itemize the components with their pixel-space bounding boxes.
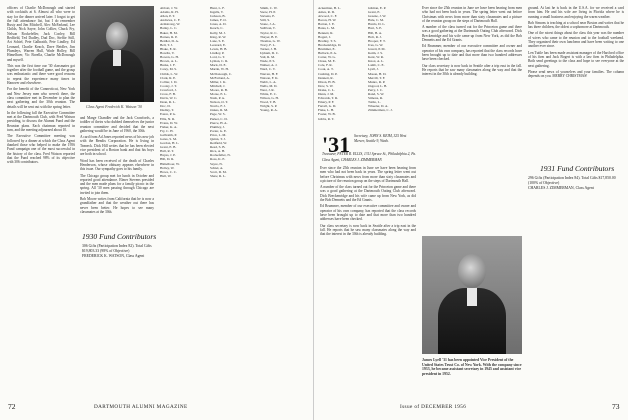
contributor-name: Bailey, L. C.: [160, 26, 178, 31]
contributor-name: Porter, G. E.: [210, 128, 227, 133]
contributor-name: Merrill, T. F.: [368, 75, 386, 80]
contributor-name: Armstrong, W.: [160, 22, 181, 27]
fund-agent: CHARLES J. ZIMMERMAN, Class Agent: [528, 186, 594, 190]
paragraph: Please send news of yourselves and your families. The column depends on you. MERRY CHRISTMAS!: [528, 69, 624, 79]
contributor-name: Watson, F. K.: [260, 75, 279, 80]
contributor-name: Still, S.: [260, 18, 271, 23]
contributor-name: Allen, P. T.: [160, 14, 176, 19]
contributor-name: Wood, T. B.: [260, 100, 277, 105]
contributor-name: Lamb, C. E.: [368, 63, 385, 68]
contributor-name: Munro, R. P.: [368, 79, 386, 84]
paragraph: A number of the class turned out for the Princeton game and there was a good gathering at the Dartmouth Outing Club afterward. Dick Breckenridge and his wife came up from New York, as did the Bob Dennetts and the Ed Grants.: [320, 185, 416, 203]
contributor-name: Fry, C. H.: [160, 128, 174, 133]
class-agent: Class Agent, CHARLES J. ZIMMERMAN: [322, 158, 382, 162]
contributor-name: Keim, J. S.: [368, 51, 383, 56]
photo-caption: Class Agent Frederick K. Watson '30: [86, 105, 142, 109]
contributor-name: Ives, G. W.: [368, 42, 384, 47]
contributor-list: [368, 6, 416, 128]
fund-subtitle: 306 Gifts (Participation Index 82). Total Gifts $19,803.33 (98% of Objective): [82, 244, 152, 253]
contributor-name: Young, R. A.: [260, 108, 278, 113]
contributor-name: Rice, A. H.: [210, 149, 226, 154]
contributor-name: Burke, J. F.: [160, 63, 176, 68]
contributor-name: Nelson, O. T.: [210, 100, 229, 105]
contributor-name: Kelly, M. J.: [210, 30, 226, 35]
page-number: 72: [8, 402, 16, 411]
contributor-name: Lord, G. T.: [210, 55, 226, 60]
lyell-photo: [422, 236, 522, 354]
contributor-name: Wheeler, D. A.: [368, 104, 389, 109]
paragraph: Our class secretary is now back in Seattle after a trip east in the fall. He reports that he saw many classmates along the way and that the interest in the 30th is already building.: [320, 223, 416, 237]
contributor-name: Cooley, J. T.: [160, 83, 177, 88]
contributor-name: Knox, A. L.: [368, 59, 385, 64]
contributor-list: [578, 196, 626, 398]
contributor-list: [160, 6, 208, 398]
contributor-name: Simons, R.: [368, 96, 383, 101]
contributor-name: Bates, L. M.: [318, 26, 335, 31]
contributor-name: Zimmerman, C. J.: [368, 108, 393, 113]
contributor-name: Galbraith, P.: [160, 132, 177, 137]
contributor-name: Turner, J. H.: [260, 46, 277, 51]
contributor-name: Reed, S. B.: [210, 145, 226, 150]
contributor-name: Dean, R. L.: [160, 100, 176, 105]
paragraph: officers of Charlie McDonough and started with cocktails at 6. Almost all who were to stay for the dinner arrived later. I forgot to get the full attendance list, but I do remember Rusty and Jim Mitchell, Alec McFarland, Lee Childs, Nick Sayre, John Collier, Chuck Fry, Nelson Rockefeller, Jack Cooley, Bill Redfield, Ted Dudley, Dud Doc, Steffie Still, Art Schiel, Pete Galbraith, Pete Lindley, Ed Leonard, Charlie Keach, Dave Beidler, Jim Plumleys, Warren Hull, Wade Holley, Bill Himelboer, Vic Borella, Charlie McDonough and myself.: [7, 6, 75, 62]
contributor-name: Clark, R. E.: [160, 75, 177, 80]
fund-subtitle: 296 Gifts (Participation Index 84). Total Gifts $17,850.00 (100% of Objective): [528, 176, 616, 185]
contributor-name: Dennett, R.: [318, 75, 334, 80]
contributor-name: Lyell, J.: [368, 67, 379, 72]
contributor-name: Nash, P. A.: [210, 96, 225, 101]
paragraph: Bob Moore writes from California that he is now a grandfather and that the weather out there has never been better. He hopes to see many classmates at the 30th.: [80, 197, 154, 214]
contributor-name: Cook, A. T.: [318, 67, 334, 72]
contributor-name: Crawford, J.: [160, 87, 177, 92]
contributor-list: [528, 196, 576, 398]
contributor-name: Wilson, G. H.: [260, 96, 279, 101]
contributor-name: Jones, A. D.: [210, 22, 227, 27]
contributor-name: Bullock, P. A.: [318, 51, 337, 56]
contributor-name: Bell, T. J.: [160, 42, 173, 47]
contributor-name: Redfield, W.: [210, 141, 228, 146]
contributor-name: Osgood, L. B.: [368, 83, 388, 88]
contributor-name: Parker, C. D.: [210, 116, 228, 121]
contributor-name: Norris, F. J.: [210, 104, 226, 109]
contributor-name: Dow, S. W.: [318, 83, 334, 88]
contributor-name: Ackerman, B. L.: [318, 6, 341, 10]
contributor-name: Tracy, F. L.: [260, 42, 276, 47]
contributor-name: Fisher, K. A.: [160, 124, 178, 129]
paragraph: Word has been received of the death of Charles Henderson, whose obituary appears elsewhere in this issue. Our sympathy goes to his family.: [80, 158, 154, 172]
right-page: [314, 0, 628, 420]
contributor-name: Lyman, C. R.: [210, 59, 229, 64]
contributor-name: Edwards, T. R.: [318, 96, 339, 101]
class-year: '31: [322, 132, 351, 157]
contributor-name: Grant, E.: [368, 10, 381, 15]
contributor-name: Borella, V.: [160, 51, 175, 56]
right-column-2: [422, 6, 522, 232]
class-treasurer: Treasurer, PETER R. ELLIS, 1311 Spruce St., Philadelphia 2, Pa.: [322, 152, 417, 156]
contributor-name: Wells, M. D.: [260, 83, 278, 88]
contributor-name: Hale, C. M.: [368, 18, 384, 23]
contributor-name: Bennett, R.: [318, 30, 334, 35]
contributor-name: Cole, F. R.: [318, 63, 333, 68]
contributor-name: Hill, B. A.: [368, 30, 383, 35]
contributor-name: Moore, R. B.: [210, 87, 228, 92]
contributor-name: Hart, S. E.: [368, 26, 383, 31]
contributor-name: Baker, H. M.: [160, 30, 178, 35]
contributor-name: Howe, C. C.: [160, 169, 177, 174]
contributor-name: Evans, D. W.: [160, 120, 178, 125]
contributor-name: Holley, W.: [160, 165, 175, 170]
contributor-name: Upham, D. C.: [260, 51, 279, 56]
contributor-name: Shaw, R. L.: [210, 173, 226, 178]
contributor-list: [210, 6, 258, 398]
paragraph: Our class secretary is now back in Seattle after a trip east in the fall. He reports that he saw many classmates along the way and that the interest in the 30th is already building.: [422, 63, 522, 77]
contributor-name: Hill, D. R.: [160, 157, 175, 162]
contributor-name: James, F. O.: [210, 18, 227, 23]
contributor-name: Jackson, B.: [210, 14, 226, 19]
contributor-name: Eaton, P. G.: [160, 112, 177, 117]
fund-title: 1930 Fund Contributors: [82, 232, 157, 241]
contributor-name: Collier, J. D.: [160, 79, 178, 84]
paragraph: Ed Brummer, member of our executive committee and owner and operator of his own company, has reported that the class records have been brought up to date and that more than two hundred addresses have been checked.: [320, 204, 416, 222]
contributor-list: [260, 6, 308, 398]
contributor-name: Plumley, J.: [210, 124, 225, 129]
contributor-name: Davis, W. C.: [160, 96, 178, 101]
contributor-list: [82, 266, 156, 398]
contributor-name: Mason, H. D.: [368, 71, 387, 76]
contributor-name: Gilman, E. P.: [368, 6, 386, 10]
paragraph: In the following fall the Executive Committee met at the Dartmouth Club, with Fred Watson presiding, to discuss the Alumni Fund and the Reunion plans. Each chairman reported in turn, and the meeting adjourned about 10.: [7, 110, 75, 133]
contributor-name: Barton, J. E.: [318, 22, 335, 27]
contributor-name: Himelboer, W.: [160, 161, 180, 166]
contributor-name: Schiel, A.: [210, 165, 224, 170]
contributor-name: Grant, E. B.: [160, 145, 177, 150]
contributor-name: Mitchell, J.: [210, 83, 226, 88]
paragraph: Len Tuttle has been made assistant manager of the Hartford office of his firm and Jack Bogert is with a law firm in Philadelphia. Both send greetings to the class and hope to see everyone at the next gathering.: [528, 50, 624, 68]
contributor-name: Hull, W.: [160, 173, 172, 178]
contributor-name: Walker, A. J.: [260, 63, 278, 68]
paragraph: One of the nicest things about the class this year was the number of wives who came to the reunion and to the football weekend. They organized their own luncheon and have been writing to one another ever since.: [528, 31, 624, 49]
contributor-name: Carey, M. S.: [160, 67, 178, 72]
left-column-1: [7, 6, 75, 398]
contributor-name: Lewis, H. B.: [210, 46, 228, 51]
contributor-name: Andrews, C. F.: [160, 18, 181, 23]
contributor-name: Adams, R. H.: [160, 10, 179, 15]
contributor-name: Pierce, H. A.: [210, 120, 228, 125]
contributor-name: Keach, C.: [210, 26, 224, 31]
contributor-name: Smith, C. W.: [260, 6, 278, 10]
contributor-name: Drake, C. L.: [318, 87, 335, 92]
contributor-name: Greene, J. W.: [368, 14, 387, 19]
contributor-name: Brummer, E.: [318, 46, 336, 51]
contributor-name: Kent, W. R.: [368, 55, 384, 60]
contributor-name: Emery, P. F.: [318, 100, 335, 105]
paragraph: A number of the class turned out for the Princeton game and there was a good gathering at the Dartmouth Outing Club afterward. Dick Breckenridge and his wife came up from New York, as did the Bob Dennetts and the Ed Grants.: [422, 25, 522, 43]
contributor-name: Fiske, L. H.: [318, 108, 335, 113]
contributor-name: Foster, W. B.: [318, 112, 336, 117]
contributor-name: Ellis, N. R.: [160, 116, 176, 121]
contributor-name: Chase, M. E.: [318, 59, 336, 64]
contributor-name: Cushing, D. P.: [318, 71, 338, 76]
contributor-name: Oakes, R. M.: [210, 108, 228, 113]
contributor-name: Bacon, H. W.: [318, 18, 337, 23]
contributor-name: Ross, K. E.: [210, 157, 226, 162]
contributor-name: Tuttle, L.: [368, 100, 381, 105]
contributor-name: Beidler, D. A.: [160, 38, 179, 43]
contributor-name: Leonard, E.: [210, 42, 226, 47]
contributor-name: Rockefeller, N.: [210, 153, 231, 158]
contributor-name: Harris, D. L.: [368, 22, 386, 27]
contributor-name: Stone, J. A.: [260, 22, 276, 27]
contributor-name: Lindley, P.: [210, 51, 225, 56]
contributor-name: Lane, S. E.: [210, 38, 225, 43]
paragraph: The Chicago group met for lunch in October and reported good attendance. Elmer Stevens presided and the men made plans for a family picnic in the spring. All '30 men passing through Chicago are invited to join them.: [80, 173, 154, 195]
photo-caption: James Lyell '31 has been appointed Vice President of the United States Trust Co. of New York. With the company since 1933, he became assistant secretary in 1945 and assistant vice president in 1952.: [422, 358, 522, 376]
contributor-name: Hunt, L. F.: [210, 6, 225, 10]
contributor-name: Breckenridge, D.: [318, 42, 342, 47]
contributor-name: Thayer, B. E.: [260, 34, 279, 39]
contributor-name: Wade, P. S.: [260, 59, 276, 64]
contributor-name: Hall, R. T.: [160, 149, 175, 154]
contributor-name: Thomas, G. W.: [260, 38, 281, 43]
contributor-name: Ingalls, T.: [210, 10, 224, 15]
contributor-name: Sullivan, T.: [260, 26, 276, 31]
paragraph: ground. At last he is back in the U.S.A. for we received a card from him. He and his wife are living in Florida where he is running a small business and enjoying the warm weather.: [528, 6, 624, 19]
contributor-name: Cross, F. B.: [160, 91, 176, 96]
contributor-name: Bogert, J.: [318, 34, 332, 39]
contributor-name: McDonough, C.: [210, 71, 232, 76]
contributor-name: Gibbs, R. T.: [318, 116, 335, 121]
contributor-name: West, J. R.: [260, 87, 275, 92]
contributor-name: Warren, H. F.: [260, 71, 279, 76]
contributor-name: Scott, D. M.: [210, 169, 227, 174]
paragraph: For the benefit of the Connecticut, New York and New Jersey men who weren't there, the class committee met in December to plan the next gathering and the 30th reunion. The details will be sent out with the spring letter.: [7, 87, 75, 109]
contributor-name: Barnes, R. P.: [160, 34, 178, 39]
contributor-name: Sayre, N.: [210, 161, 223, 166]
contributor-name: Atwood, C. F.: [318, 14, 338, 19]
contributor-name: Dunn, J. M.: [318, 91, 335, 96]
contributor-name: Gordon, H. L.: [160, 141, 180, 146]
contributor-name: Mack, D. E.: [210, 63, 227, 68]
contributor-name: Page, W. S.: [210, 112, 226, 117]
paragraph: Ed Brummer, member of our executive committee and owner and operator of his own company, has reported that the class records have been brought up to date and that more than two hundred addresses have been checked.: [422, 44, 522, 62]
contributor-name: Martin, W. H.: [210, 67, 229, 72]
contributor-name: Hayes, J. P.: [160, 153, 176, 158]
paragraph: Bob Simons is teaching at a school near Boston and writes that he has three children, the oldest a sophomore at Dartmouth.: [528, 20, 624, 30]
page-number: 73: [612, 402, 620, 411]
contributor-name: Farrell, G. D.: [318, 104, 337, 109]
contributor-name: Quinn, T. J.: [210, 137, 226, 141]
contributor-name: Brown, A. L.: [160, 59, 178, 64]
paragraph: The Executive Committee meeting was followed by a dinner at which the Class Agent thanked those who helped to make the 1956 Fund campaign one of the most successful in the history of the class. Fred Watson reported that the Fund reached 98% of its objective with 306 contributors.: [7, 134, 75, 165]
class-secretary: Secretary, JOHN S. KEIM, 325 West Mercer, Seattle 9, Wash.: [354, 134, 407, 143]
right-column-1: [320, 166, 416, 398]
contributor-name: Carter, W. G.: [318, 55, 336, 60]
contributor-name: Childs, L. W.: [160, 71, 178, 76]
contributor-name: Ames, R. D.: [318, 10, 335, 15]
contributor-name: Blake, E. R.: [160, 46, 177, 51]
contributor-name: Wright, S. P.: [260, 104, 278, 109]
contributor-name: Snow, H. P.: [260, 10, 276, 15]
contributor-name: McFarland, A.: [210, 75, 230, 80]
paragraph: This was the first time our '30 classmates got together after the football game, and the group was enthusiastic and there were good reasons to repeat the experience many times in Hanover and elsewhere.: [7, 63, 75, 86]
contributor-name: Bowen, G. H.: [160, 55, 179, 60]
contributor-name: Price, L. M.: [210, 132, 227, 137]
contributor-name: Ward, C. T.: [260, 67, 276, 72]
contributor-name: Gates, S. M.: [160, 137, 177, 141]
contributor-list: [318, 6, 366, 128]
paragraph: A card from Ad Jones reported news of his new job with the Bendix Corporation. He is living in Teaneck. Dick Hill writes that he has been elected vice president of a Boston bank and that his boys are both in school.: [80, 135, 154, 157]
contributor-name: King, R. W.: [210, 34, 227, 39]
paragraph: and Marge Chandler and the Jack Crawfords, a toddler of theirs who dubbed themselves the junior reunion committee and decided that the next gathering would be in June of 1960, the 30th.: [80, 116, 154, 133]
page-footer: Issue of DECEMBER 1956: [400, 404, 467, 410]
class-agent-photo: [80, 6, 154, 102]
paragraph: Ever since the 25th reunion in June we have been hearing from men who had not been back in years. The spring letter went out before Christmas with news from more than sixty classmates and a picture of the reunion group on the steps of Dartmouth Hall.: [320, 166, 416, 183]
contributor-name: Webb, L. A.: [260, 79, 277, 84]
contributor-name: Morse, E. L.: [210, 91, 228, 96]
fund-agent: FREDERICK K. WATSON, Class Agent: [82, 254, 145, 258]
contributor-name: Taylor, R. C.: [260, 30, 278, 35]
contributor-name: Holt, R. J.: [368, 34, 382, 39]
left-column-2: [80, 116, 154, 226]
contributor-name: Dudley, T.: [160, 108, 175, 113]
contributor-name: Miller, J. K.: [210, 79, 227, 84]
contributor-name: Vail, R. M.: [260, 55, 275, 60]
contributor-name: Perry, J. C.: [368, 87, 383, 92]
fund-title: 1931 Fund Contributors: [540, 164, 615, 173]
contributor-name: Hooper, F. T.: [368, 38, 386, 43]
contributor-name: Dixon, H. B.: [318, 79, 336, 84]
contributor-name: Jewett, P. M.: [368, 46, 386, 51]
contributor-name: Stevens, E.: [260, 14, 276, 19]
right-column-3: [528, 6, 624, 160]
contributor-name: Doc, D.: [160, 104, 171, 109]
page-footer: DARTMOUTH ALUMNI MAGAZINE: [94, 404, 188, 410]
contributor-name: Abbott, J. W.: [160, 6, 178, 10]
contributor-name: Rand, S. W.: [368, 91, 385, 96]
contributor-name: Bradley, T. S.: [318, 38, 337, 43]
contributor-name: White, E. C.: [260, 91, 277, 96]
paragraph: Ever since the 25th reunion in June we have been hearing from men who had not been back in years. The spring letter went out before Christmas with news from more than sixty classmates and a picture of the reunion group on the steps of Dartmouth Hall.: [422, 6, 522, 23]
